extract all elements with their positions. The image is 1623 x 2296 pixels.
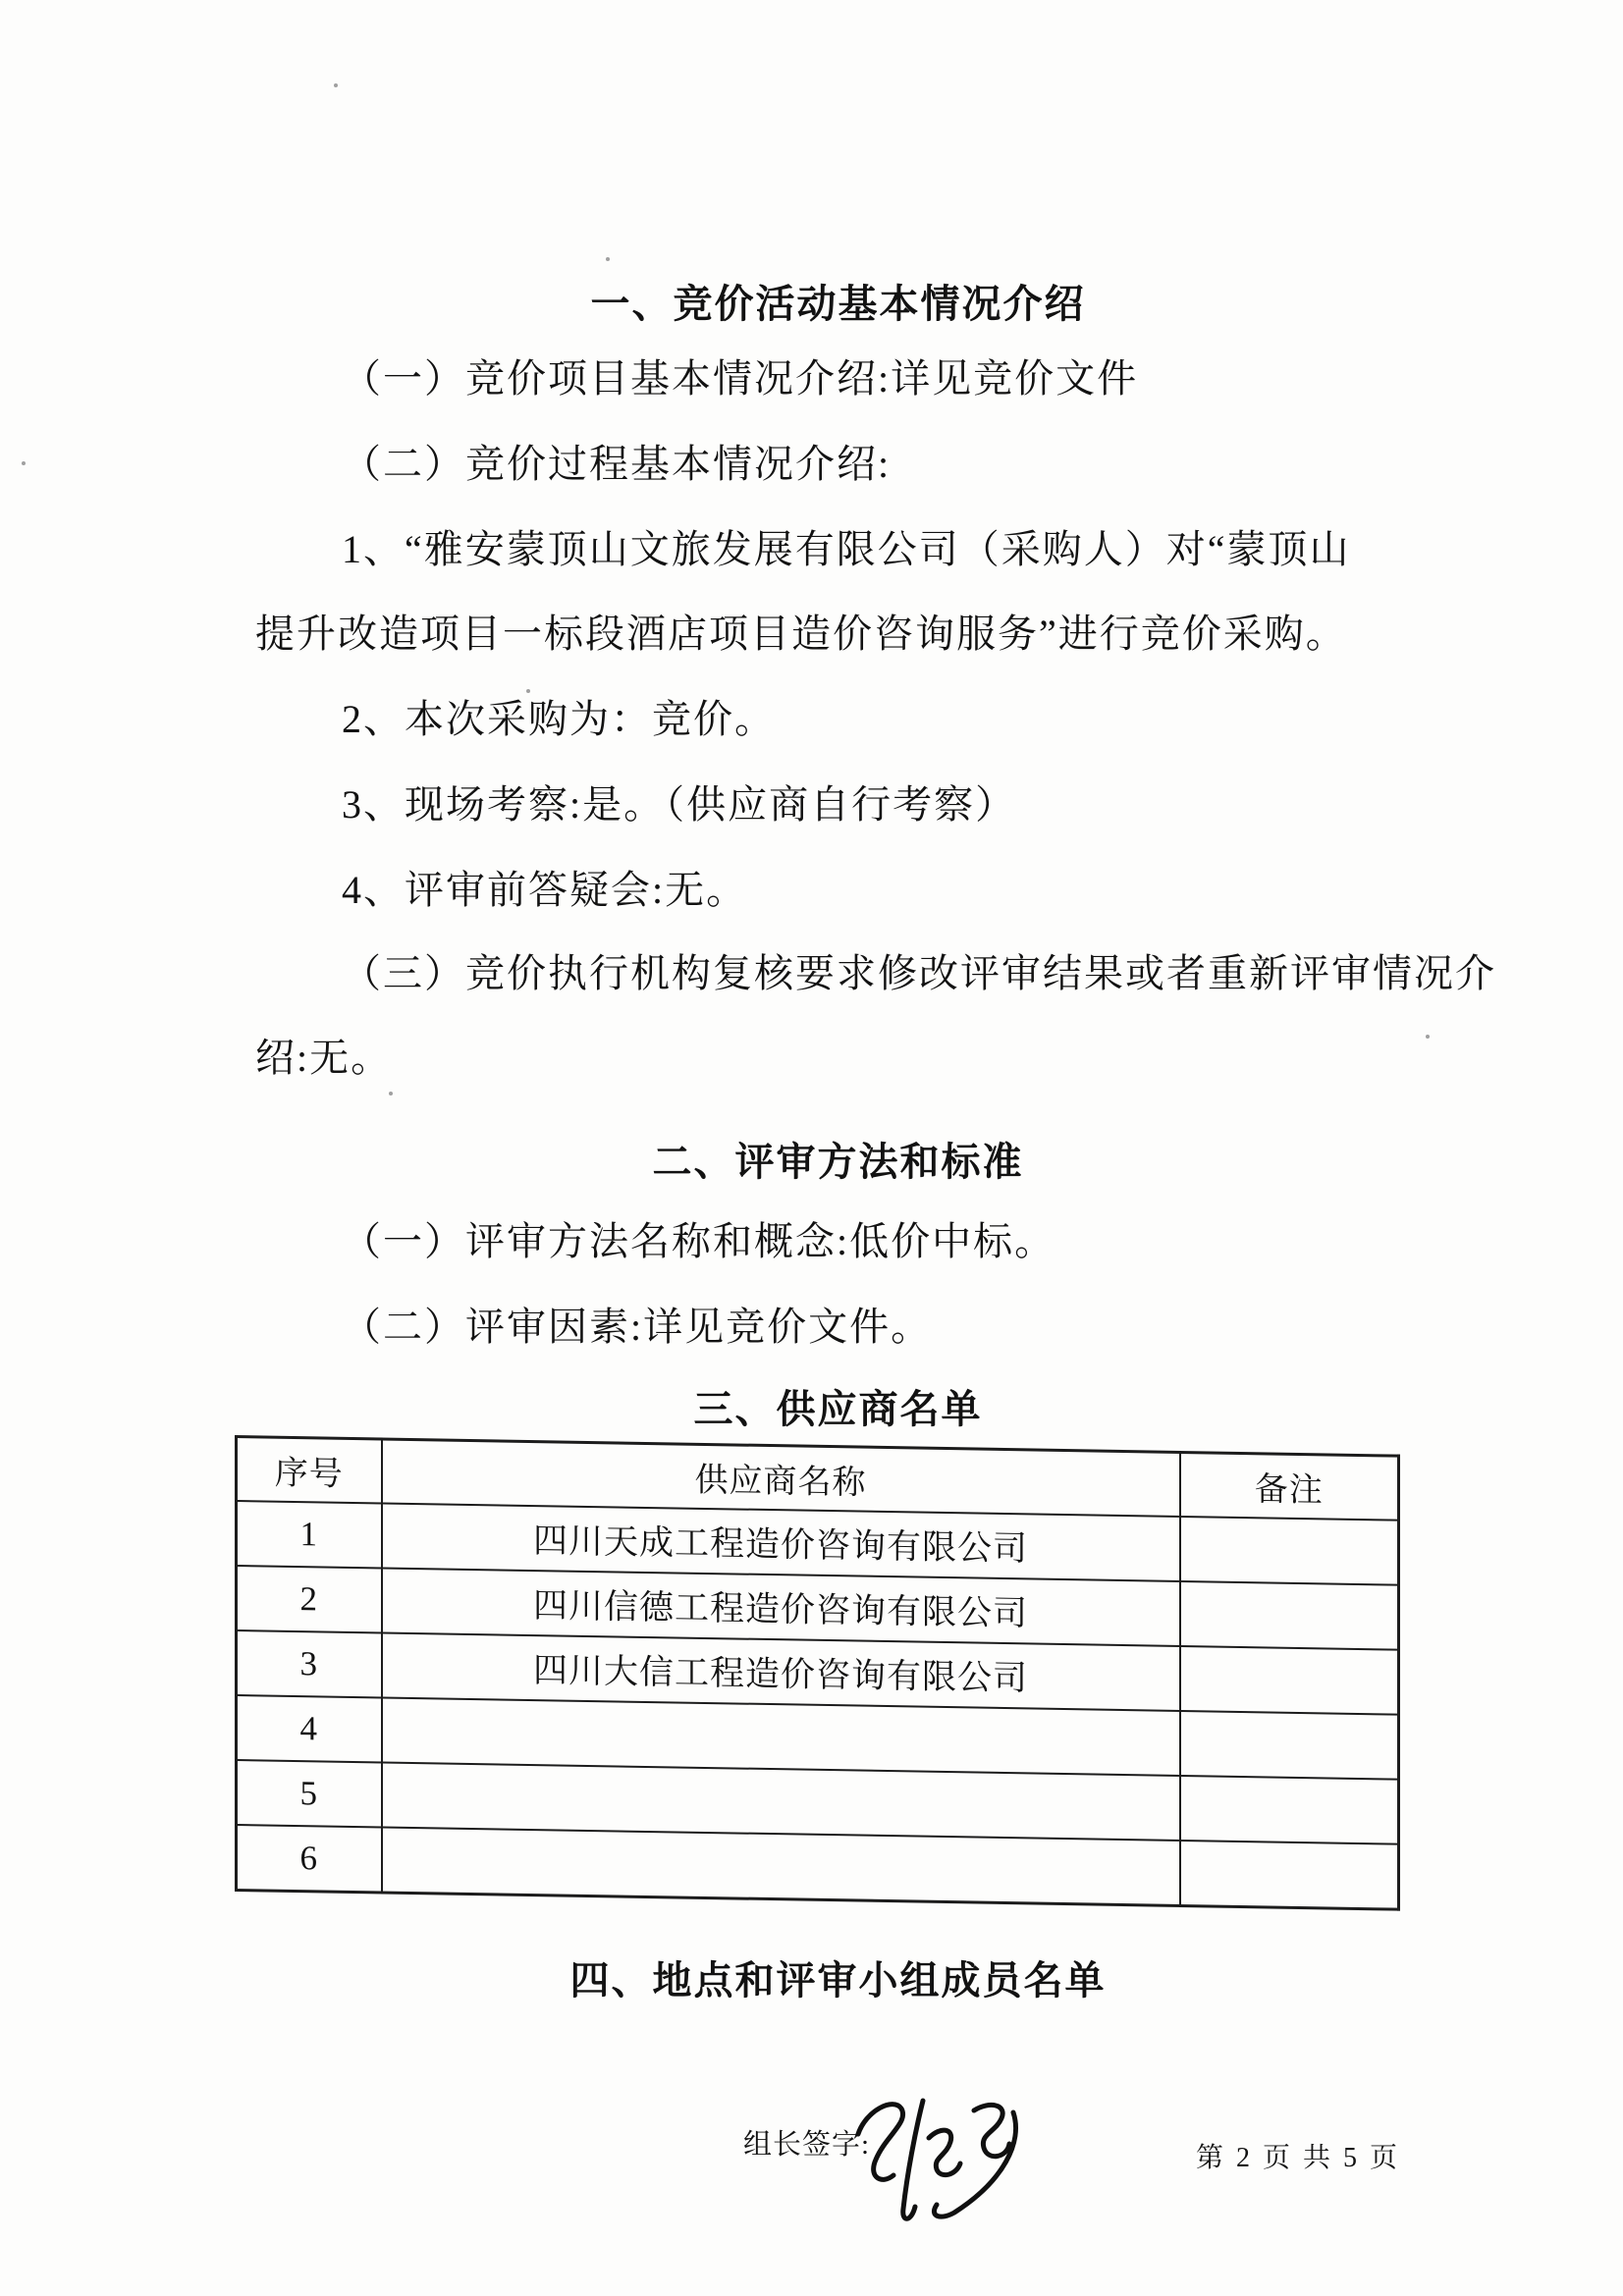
body-line: 绍:无。 bbox=[255, 1036, 393, 1080]
body-line: （一）评审方法名称和概念:低价中标。 bbox=[342, 1219, 1056, 1263]
col-header-serial: 序号 bbox=[237, 1437, 382, 1504]
cell-remarks bbox=[1180, 1517, 1399, 1585]
cell-supplier-name: 四川大信工程造价咨询有限公司 bbox=[382, 1632, 1180, 1710]
scan-speckle bbox=[1426, 1035, 1430, 1039]
body-line: 提升改造项目一标段酒店项目造价咨询服务”进行竞价采购。 bbox=[255, 612, 1347, 656]
cell-supplier-name bbox=[382, 1827, 1180, 1905]
supplier-table bbox=[235, 1435, 1400, 1911]
cell-remarks bbox=[1180, 1841, 1399, 1909]
scan-speckle bbox=[606, 257, 610, 261]
cell-serial: 1 bbox=[237, 1501, 382, 1568]
cell-supplier-name: 四川天成工程造价咨询有限公司 bbox=[382, 1503, 1180, 1580]
col-header-supplier-name: 供应商名称 bbox=[382, 1439, 1180, 1517]
heading-bidding-activity-overview: 一、竞价活动基本情况介绍 bbox=[590, 282, 1086, 326]
heading-location-and-panel: 四、地点和评审小组成员名单 bbox=[569, 1958, 1107, 2002]
body-line: （三）竞价执行机构复核要求修改评审结果或者重新评审情况介 bbox=[342, 951, 1496, 995]
signature-label: 组长签字: bbox=[743, 2129, 871, 2161]
cell-remarks bbox=[1180, 1711, 1399, 1780]
cell-supplier-name: 四川信德工程造价咨询有限公司 bbox=[382, 1568, 1180, 1645]
scan-speckle bbox=[526, 689, 530, 693]
body-line: 4、评审前答疑会:无。 bbox=[342, 868, 748, 912]
body-line: 3、现场考察:是。（供应商自行考察） bbox=[342, 782, 1017, 827]
heading-evaluation-method: 二、评审方法和标准 bbox=[652, 1140, 1024, 1184]
body-line: （二）评审因素:详见竞价文件。 bbox=[342, 1305, 933, 1349]
body-line: 1、“雅安蒙顶山文旅发展有限公司（采购人）对“蒙顶山 bbox=[342, 527, 1351, 571]
body-line: 2、本次采购为：竞价。 bbox=[342, 697, 776, 741]
cell-serial: 6 bbox=[237, 1825, 382, 1893]
scan-speckle bbox=[22, 461, 26, 465]
scan-speckle bbox=[334, 83, 338, 87]
cell-remarks bbox=[1180, 1646, 1399, 1715]
signature-handwriting bbox=[846, 2083, 1043, 2230]
scan-speckle bbox=[389, 1092, 393, 1095]
heading-supplier-list: 三、供应商名单 bbox=[693, 1387, 983, 1431]
cell-serial: 3 bbox=[237, 1630, 382, 1697]
cell-serial: 5 bbox=[237, 1760, 382, 1827]
page-number: 第 2 页 共 5 页 bbox=[1196, 2143, 1401, 2173]
cell-remarks bbox=[1180, 1776, 1399, 1844]
cell-serial: 4 bbox=[237, 1695, 382, 1762]
col-header-remarks: 备注 bbox=[1180, 1452, 1399, 1520]
body-line: （一）竞价项目基本情况介绍:详见竞价文件 bbox=[342, 356, 1139, 400]
cell-serial: 2 bbox=[237, 1566, 382, 1632]
cell-remarks bbox=[1180, 1581, 1399, 1650]
body-line: （二）竞价过程基本情况介绍: bbox=[342, 442, 892, 486]
